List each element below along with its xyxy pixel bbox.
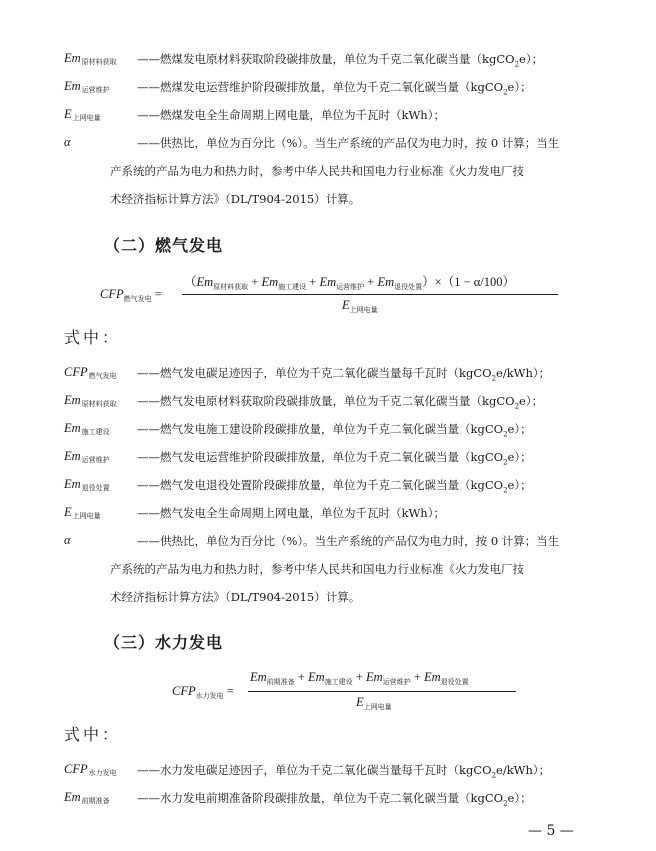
section-heading-hydro: （三）水力发电 (104, 633, 224, 652)
symbol-e-grid: $E_{上网电量}$ (64, 107, 101, 122)
formula-denominator: $E_{上网电量}$ (356, 695, 392, 711)
definition-text: ——燃煤发电全生命周期上网电量，单位为千瓦时（kWh）； (137, 108, 445, 122)
definition-text: ——供热比，单位为百分比（%）。当生产系统的产品仅为电力时，按 0 计算；当生 (137, 534, 560, 548)
definition-text: ——水力发电碳足迹因子，单位为千克二氧化碳当量每千瓦时（kgCO$_2$e/kWh）； (137, 763, 551, 780)
page-number: — 5 — (528, 823, 574, 839)
where-label: 式中： (64, 328, 122, 347)
symbol-cfp-hydro: $CFP_{水力发电}$ (64, 762, 117, 777)
definition-text: 产系统的产品为电力和热力时，参考中华人民共和国电力行业标准《火力发电厂技 (110, 562, 524, 576)
symbol-alpha: α (64, 533, 71, 547)
section-heading-gas: （二）燃气发电 (104, 236, 224, 255)
symbol-e-grid: $E_{上网电量}$ (64, 505, 101, 520)
where-label: 式中： (64, 725, 122, 744)
symbol-em-raw-material: $Em_{原材料获取}$ (64, 51, 117, 66)
definition-text: ——水力发电前期准备阶段碳排放量，单位为千克二氧化碳当量（kgCO$_2$e）； (137, 791, 532, 808)
symbol-alpha: α (64, 135, 71, 149)
symbol-em-raw-material: $Em_{原材料获取}$ (64, 393, 117, 408)
formula-lhs: $CFP_{水力发电}$ = (172, 684, 234, 700)
definition-text: ——燃气发电运营维护阶段碳排放量，单位为千克二氧化碳当量（kgCO$_2$e）； (137, 450, 532, 467)
definition-text: 术经济指标计算方法》（DL/T904-2015）计算。 (110, 192, 361, 206)
definition-text: ——燃气发电退役处置阶段碳排放量，单位为千克二氧化碳当量（kgCO$_2$e）； (137, 478, 532, 495)
definition-text: ——燃煤发电原材料获取阶段碳排放量，单位为千克二氧化碳当量（kgCO$_2$e）； (137, 52, 544, 69)
symbol-em-operation: $Em_{运营维护}$ (64, 449, 110, 464)
definition-text: ——燃气发电施工建设阶段碳排放量，单位为千克二氧化碳当量（kgCO$_2$e）； (137, 422, 532, 439)
symbol-em-operation: $Em_{运营维护}$ (64, 79, 110, 94)
fraction-bar (182, 294, 558, 295)
definition-text: 产系统的产品为电力和热力时，参考中华人民共和国电力行业标准《火力发电厂技 (110, 164, 524, 178)
definition-text: ——燃气发电碳足迹因子，单位为千克二氧化碳当量每千瓦时（kgCO$_2$e/kWh）； (137, 366, 551, 383)
definition-text: 术经济指标计算方法》（DL/T904-2015）计算。 (110, 590, 361, 604)
definition-text: ——供热比，单位为百分比（%）。当生产系统的产品仅为电力时，按 0 计算；当生 (137, 136, 560, 150)
formula-numerator: $(Em_{原材料获取} + Em_{施工建设} + Em_{运营维护} + Em_{退役处置})\times(1 - \alpha/100)$ (184, 275, 516, 291)
formula-denominator: $E_{上网电量}$ (342, 298, 378, 314)
symbol-em-construction: $Em_{施工建设}$ (64, 421, 110, 436)
formula-lhs: $CFP_{燃气发电}$ = (100, 287, 162, 303)
symbol-cfp-gas: $CFP_{燃气发电}$ (64, 365, 117, 380)
definition-text: ——燃煤发电运营维护阶段碳排放量，单位为千克二氧化碳当量（kgCO$_2$e）； (137, 80, 532, 97)
definition-text: ——燃气发电原材料获取阶段碳排放量，单位为千克二氧化碳当量（kgCO$_2$e）； (137, 394, 544, 411)
definition-text: ——燃气发电全生命周期上网电量，单位为千瓦时（kWh）； (137, 506, 445, 520)
fraction-bar (248, 691, 516, 692)
symbol-em-decommission: $Em_{退役处置}$ (64, 477, 110, 492)
symbol-em-preparation: $Em_{前期准备}$ (64, 790, 110, 805)
formula-numerator: $Em_{前期准备} + Em_{施工建设} + Em_{运营维护} + Em_{退役处置}$ (250, 670, 469, 686)
